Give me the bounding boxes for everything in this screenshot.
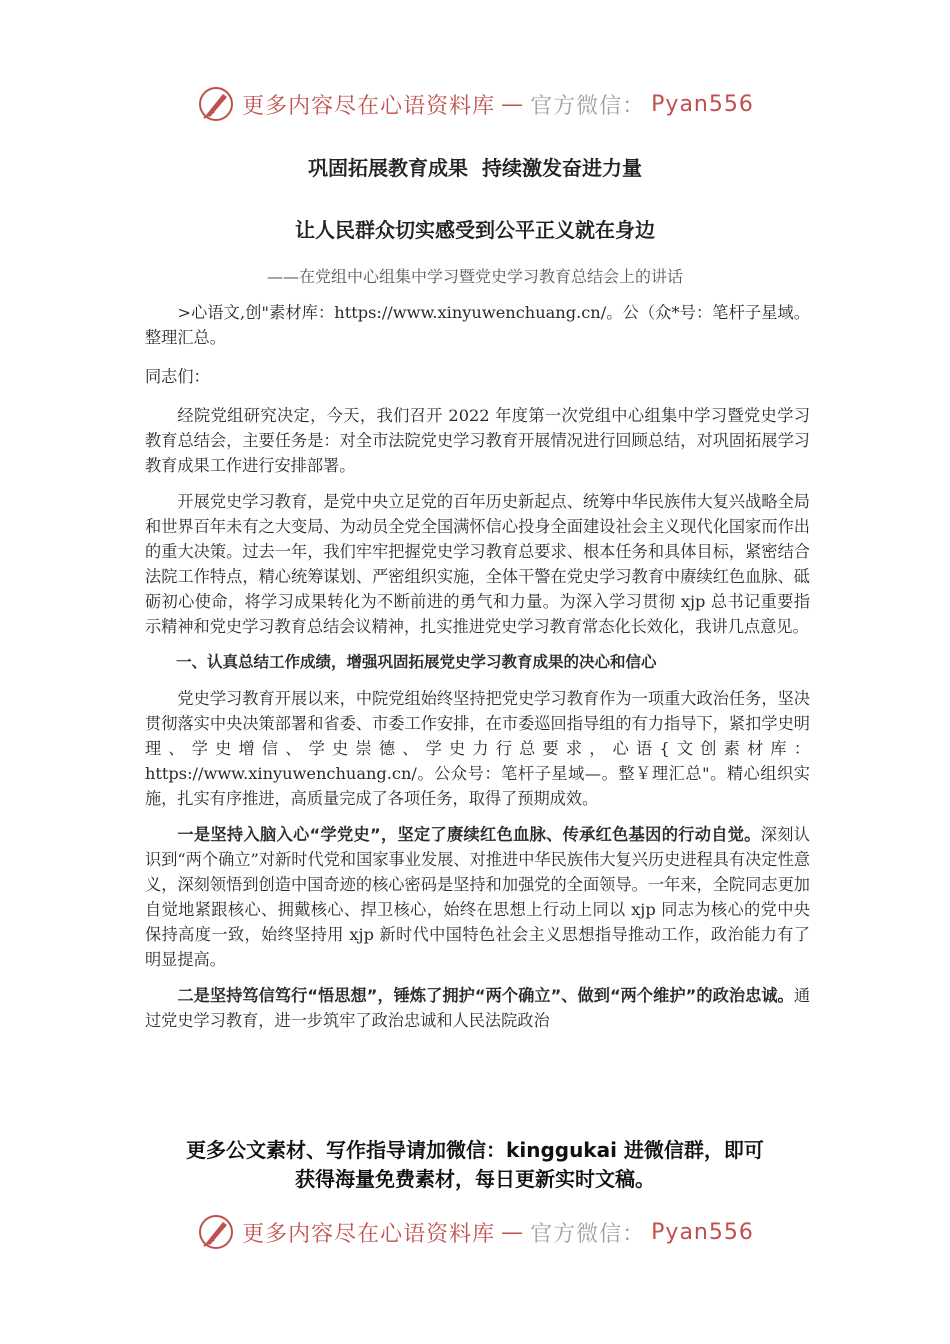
header-banner — [0, 82, 950, 126]
paragraph-5 — [145, 983, 810, 1033]
paragraph-2: 开展党史学习教育，是党中央立足党的百年历史新起点、统筹中华民族伟大复兴战略全局和世界百年未有之大变局、为动员全党全国满怀信心投身全面建设社会主义现代化国家而作出的重大决策。过去一年，我们牢牢把握党史学习教育总要求、根本任务和具体目标，紧密结合法院工作特点，精心统筹谋划、严密组织实施，全体干警在党史学习教育中赓续红色血脉、砥砺初心使命，将学习成果转化为不断前进的勇气和力量。为深入学习贯彻 xjp 总书记重要指示精神和党史学习教育总结会议精神，扎实推进党史学习教育常态化长效化，我讲几点意见。 — [145, 492, 810, 636]
paragraph-4 — [145, 822, 810, 972]
source-note: >心语文,创"素材库：https://www.xinyuwenchuang.cn/。公（众*号：笔杆子星域。整理汇总。 — [145, 303, 810, 347]
paragraph-5-lead: 二是坚持笃信笃行“悟思想”，锤炼了拥护“两个确立”、做到“两个维护”的政治忠诚。 — [177, 986, 794, 1005]
greeting: 同志们： — [145, 367, 210, 386]
document-title: 巩固拓展教育成果 持续激发奋进力量 — [308, 156, 642, 180]
paragraph-3: 党史学习教育开展以来，中院党组始终坚持把党史学习教育作为一项重大政治任务，坚决贯彻落实中央决策部署和省委、市委工作安排，在市委巡回指导组的有力指导下，紧扣学史明理、学史增信、学史崇德、学史力行总要求，心语{文创素材库：https://www.xinyuwenchuang.cn/。公众号：笔杆子星域—。整￥理汇总"。精心组织实施，扎实有序推进，高质量完成了各项任务，取得了预期成效。 — [145, 689, 810, 808]
promo-line-1: 更多公文素材、写作指导请加微信：kinggukai 进微信群，即可 — [186, 1138, 764, 1162]
paragraph-4-text: 深刻认识到“两个确立”对新时代党和国家事业发展、对推进中华民族伟大复兴历史进程具有决定性意义，深刻领悟到创造中国奇迹的核心密码是坚持和加强党的全面领导。一年来，全院同志更加自觉地紧跟核心、拥戴核心、捍卫核心，始终在思想上行动上同以 xjp 同志为核心的党中央保持高度一致，始终坚持用 xjp 新时代中国特色社会主义思想指导推动工作，政治能力有了明显提高。 — [145, 825, 810, 969]
paragraph-5-text: 通过党史学习教育，进一步筑牢了政治忠诚和人民法院政治 — [145, 986, 810, 1030]
paragraph-1: 经院党组研究决定，今天，我们召开 2022 年度第一次党组中心组集中学习暨党史学习教育总结会，主要任务是：对全市法院党史学习教育开展情况进行回顾总结，对巩固拓展学习教育成果工作进行安排部署。 — [145, 406, 810, 475]
banner-sub-text: 官方微信： — [530, 93, 646, 119]
document-subtitle-main: 让人民群众切实感受到公平正义就在身边 — [295, 218, 655, 242]
banner-wechat-id: Pyan556 — [651, 91, 754, 117]
quill-pen-icon — [196, 84, 236, 124]
banner-separator: — — [501, 1219, 525, 1245]
banner-separator: — — [501, 91, 525, 117]
footer-banner — [0, 1210, 950, 1254]
quill-pen-icon — [196, 1212, 236, 1252]
section-heading-1: 一、认真总结工作成绩，增强巩固拓展党史学习教育成果的决心和信心 — [176, 653, 657, 671]
document-subtitle: ——在党组中心组集中学习暨党史学习教育总结会上的讲话 — [266, 267, 683, 286]
promo-text — [0, 1136, 950, 1194]
banner-sub-text: 官方微信： — [530, 1221, 646, 1247]
banner-main-text: 更多内容尽在心语资料库 — [242, 1221, 496, 1247]
paragraph-4-lead: 一是坚持入脑入心“学党史”，坚定了赓续红色血脉、传承红色基因的行动自觉。 — [177, 825, 761, 844]
banner-wechat-id: Pyan556 — [651, 1219, 754, 1245]
promo-line-2: 获得海量免费素材，每日更新实时文稿。 — [295, 1167, 655, 1191]
banner-main-text: 更多内容尽在心语资料库 — [242, 93, 496, 119]
document-body — [145, 300, 810, 1044]
